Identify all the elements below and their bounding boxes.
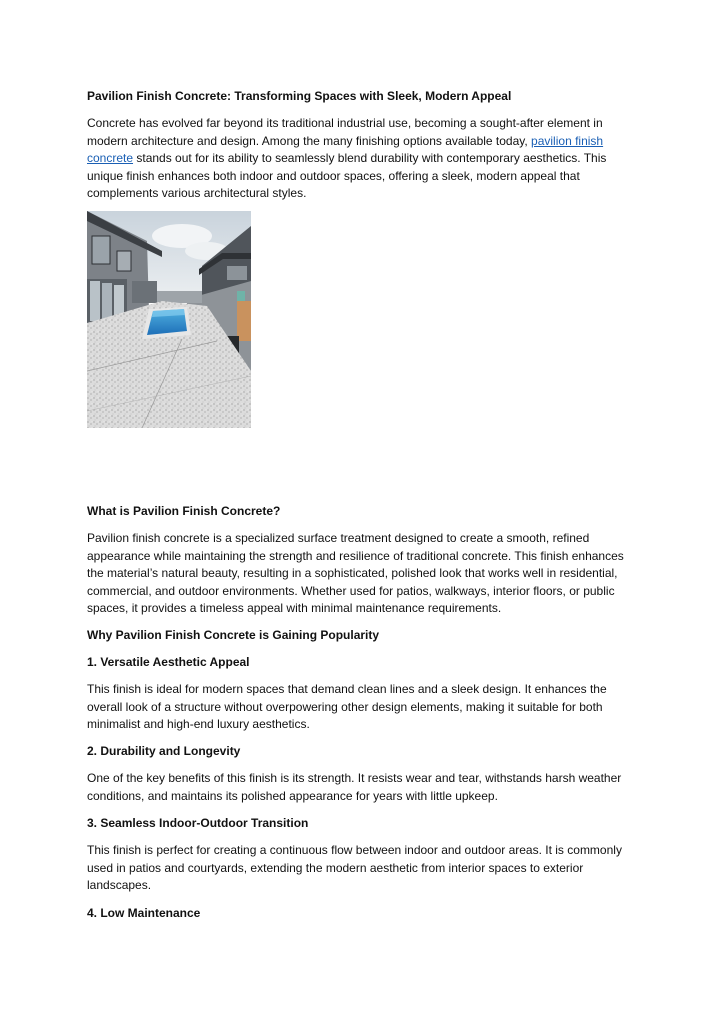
section-heading-what-is: What is Pavilion Finish Concrete? [87, 504, 281, 518]
section-heading-low-maintenance: 4. Low Maintenance [87, 906, 201, 920]
section-heading-transition: 3. Seamless Indoor-Outdoor Transition [87, 816, 309, 830]
section-heading-versatile: 1. Versatile Aesthetic Appeal [87, 655, 250, 669]
article-title: Pavilion Finish Concrete: Transforming Spaces with Sleek, Modern Appeal [87, 89, 512, 103]
section-heading-durability: 2. Durability and Longevity [87, 744, 241, 758]
pool-house-image [87, 211, 251, 428]
intro-text-after-link: stands out for its ability to seamlessly blend durability with contemporary aesthetics. This unique finish enhances both indoor and outdoor spaces, offering a sleek, modern appeal that complements various architectural styles. [87, 151, 607, 201]
section-heading-why-popular: Why Pavilion Finish Concrete is Gaining Popularity [87, 628, 380, 642]
section-body-what-is: Pavilion finish concrete is a specialized surface treatment designed to create a smooth, refined appearance while maintaining the strength and resilience of traditional concrete. This finish enhances the material’s natural beauty, resulting in a sophisticated, polished look that works well in residential, commercial, and outdoor environments. Whether used for patios, walkways, interior floors, or public spaces, it provides a timeless appeal with minimal maintenance requirements. [87, 531, 624, 616]
intro-paragraph [87, 115, 635, 203]
article-photo [87, 211, 251, 428]
section-body-transition: This finish is perfect for creating a continuous flow between indoor and outdoor areas. It is commonly used in patios and courtyards, extending the modern aesthetic from interior spaces to exterior landscapes. [87, 843, 622, 893]
pavilion-finish-concrete-link[interactable]: pavilion finish concrete [87, 133, 604, 166]
section-body-durability: One of the key benefits of this finish is its strength. It resists wear and tear, withstands harsh weather conditions, and maintains its polished appearance for years with little upkeep. [87, 771, 622, 803]
intro-text-before-link: Concrete has evolved far beyond its traditional industrial use, becoming a sought-after element in modern architecture and design. Among the many finishing options available today, [87, 116, 603, 148]
section-body-versatile: This finish is ideal for modern spaces that demand clean lines and a sleek design. It enhances the overall look of a structure without overpowering other design elements, making it suitable for both minimalist and high-end luxury aesthetics. [87, 682, 607, 732]
